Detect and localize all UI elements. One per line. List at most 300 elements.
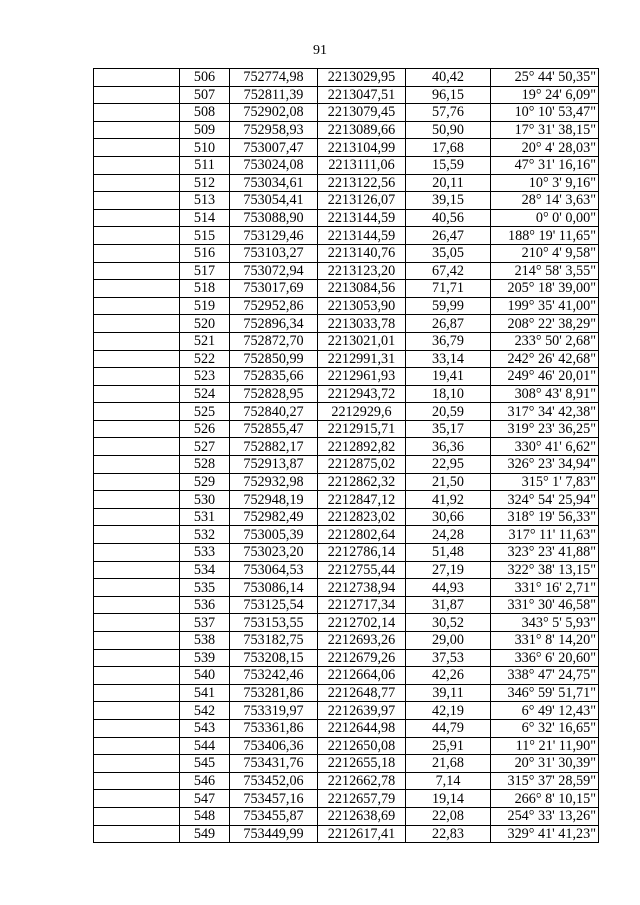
distance-cell: 33,14 <box>406 350 491 368</box>
angle-cell: 346° 59' 51,71" <box>491 684 599 702</box>
point-number-cell: 530 <box>180 491 230 509</box>
empty-cell <box>94 192 180 210</box>
point-number-cell: 534 <box>180 561 230 579</box>
distance-cell: 19,41 <box>406 368 491 386</box>
y-coordinate-cell: 2213126,07 <box>318 192 406 210</box>
table-row <box>94 121 599 139</box>
y-coordinate-cell: 2212664,06 <box>318 667 406 685</box>
y-coordinate-cell: 2212617,41 <box>318 825 406 843</box>
table-row <box>94 825 599 843</box>
x-coordinate-cell: 753431,76 <box>230 755 318 773</box>
x-coordinate-cell: 752932,98 <box>230 473 318 491</box>
y-coordinate-cell: 2213053,90 <box>318 297 406 315</box>
angle-cell: 326° 23' 34,94" <box>491 456 599 474</box>
y-coordinate-cell: 2212648,77 <box>318 684 406 702</box>
point-number-cell: 529 <box>180 473 230 491</box>
angle-cell: 322° 38' 13,15" <box>491 561 599 579</box>
table-row <box>94 438 599 456</box>
y-coordinate-cell: 2213111,06 <box>318 156 406 174</box>
angle-cell: 254° 33' 13,26" <box>491 807 599 825</box>
empty-cell <box>94 227 180 245</box>
table-row <box>94 807 599 825</box>
angle-cell: 317° 34' 42,38" <box>491 403 599 421</box>
distance-cell: 21,50 <box>406 473 491 491</box>
x-coordinate-cell: 752902,08 <box>230 104 318 122</box>
table-row <box>94 332 599 350</box>
point-number-cell: 513 <box>180 192 230 210</box>
y-coordinate-cell: 2212693,26 <box>318 632 406 650</box>
x-coordinate-cell: 753452,06 <box>230 772 318 790</box>
y-coordinate-cell: 2212929,6 <box>318 403 406 421</box>
distance-cell: 18,10 <box>406 385 491 403</box>
empty-cell <box>94 139 180 157</box>
empty-cell <box>94 719 180 737</box>
angle-cell: 233° 50' 2,68" <box>491 332 599 350</box>
angle-cell: 6° 49' 12,43" <box>491 702 599 720</box>
x-coordinate-cell: 753449,99 <box>230 825 318 843</box>
empty-cell <box>94 332 180 350</box>
point-number-cell: 517 <box>180 262 230 280</box>
y-coordinate-cell: 2212991,31 <box>318 350 406 368</box>
point-number-cell: 506 <box>180 69 230 87</box>
angle-cell: 330° 41' 6,62" <box>491 438 599 456</box>
x-coordinate-cell: 752952,86 <box>230 297 318 315</box>
table-body <box>94 69 599 843</box>
empty-cell <box>94 174 180 192</box>
coordinates-table <box>93 68 599 843</box>
x-coordinate-cell: 752948,19 <box>230 491 318 509</box>
x-coordinate-cell: 753129,46 <box>230 227 318 245</box>
x-coordinate-cell: 752850,99 <box>230 350 318 368</box>
table-row <box>94 508 599 526</box>
x-coordinate-cell: 753023,20 <box>230 544 318 562</box>
empty-cell <box>94 104 180 122</box>
x-coordinate-cell: 752855,47 <box>230 420 318 438</box>
y-coordinate-cell: 2212655,18 <box>318 755 406 773</box>
x-coordinate-cell: 753024,08 <box>230 156 318 174</box>
distance-cell: 50,90 <box>406 121 491 139</box>
point-number-cell: 531 <box>180 508 230 526</box>
x-coordinate-cell: 753153,55 <box>230 614 318 632</box>
y-coordinate-cell: 2212717,34 <box>318 596 406 614</box>
angle-cell: 25° 44' 50,35" <box>491 69 599 87</box>
angle-cell: 331° 8' 14,20" <box>491 632 599 650</box>
y-coordinate-cell: 2212644,98 <box>318 719 406 737</box>
angle-cell: 10° 3' 9,16" <box>491 174 599 192</box>
distance-cell: 21,68 <box>406 755 491 773</box>
point-number-cell: 509 <box>180 121 230 139</box>
angle-cell: 336° 6' 20,60" <box>491 649 599 667</box>
x-coordinate-cell: 752774,98 <box>230 69 318 87</box>
x-coordinate-cell: 752872,70 <box>230 332 318 350</box>
empty-cell <box>94 262 180 280</box>
angle-cell: 199° 35' 41,00" <box>491 297 599 315</box>
x-coordinate-cell: 753182,75 <box>230 632 318 650</box>
distance-cell: 44,93 <box>406 579 491 597</box>
y-coordinate-cell: 2212875,02 <box>318 456 406 474</box>
distance-cell: 44,79 <box>406 719 491 737</box>
table-row <box>94 315 599 333</box>
x-coordinate-cell: 753455,87 <box>230 807 318 825</box>
y-coordinate-cell: 2212738,94 <box>318 579 406 597</box>
table-row <box>94 473 599 491</box>
x-coordinate-cell: 753457,16 <box>230 790 318 808</box>
point-number-cell: 514 <box>180 209 230 227</box>
point-number-cell: 541 <box>180 684 230 702</box>
point-number-cell: 543 <box>180 719 230 737</box>
x-coordinate-cell: 753208,15 <box>230 649 318 667</box>
point-number-cell: 519 <box>180 297 230 315</box>
x-coordinate-cell: 753007,47 <box>230 139 318 157</box>
angle-cell: 6° 32' 16,65" <box>491 719 599 737</box>
angle-cell: 329° 41' 41,23" <box>491 825 599 843</box>
x-coordinate-cell: 753034,61 <box>230 174 318 192</box>
distance-cell: 7,14 <box>406 772 491 790</box>
point-number-cell: 535 <box>180 579 230 597</box>
distance-cell: 17,68 <box>406 139 491 157</box>
point-number-cell: 547 <box>180 790 230 808</box>
y-coordinate-cell: 2212679,26 <box>318 649 406 667</box>
y-coordinate-cell: 2212961,93 <box>318 368 406 386</box>
distance-cell: 39,15 <box>406 192 491 210</box>
angle-cell: 20° 4' 28,03" <box>491 139 599 157</box>
point-number-cell: 512 <box>180 174 230 192</box>
point-number-cell: 537 <box>180 614 230 632</box>
y-coordinate-cell: 2213084,56 <box>318 280 406 298</box>
angle-cell: 19° 24' 6,09" <box>491 86 599 104</box>
table-row <box>94 737 599 755</box>
point-number-cell: 518 <box>180 280 230 298</box>
angle-cell: 17° 31' 38,15" <box>491 121 599 139</box>
angle-cell: 318° 19' 56,33" <box>491 508 599 526</box>
distance-cell: 22,83 <box>406 825 491 843</box>
y-coordinate-cell: 2213144,59 <box>318 209 406 227</box>
distance-cell: 26,47 <box>406 227 491 245</box>
empty-cell <box>94 385 180 403</box>
table-row <box>94 104 599 122</box>
distance-cell: 67,42 <box>406 262 491 280</box>
y-coordinate-cell: 2213104,99 <box>318 139 406 157</box>
distance-cell: 57,76 <box>406 104 491 122</box>
point-number-cell: 520 <box>180 315 230 333</box>
angle-cell: 210° 4' 9,58" <box>491 244 599 262</box>
distance-cell: 96,15 <box>406 86 491 104</box>
table-row <box>94 262 599 280</box>
distance-cell: 40,42 <box>406 69 491 87</box>
x-coordinate-cell: 753088,90 <box>230 209 318 227</box>
empty-cell <box>94 684 180 702</box>
angle-cell: 317° 11' 11,63" <box>491 526 599 544</box>
table-row <box>94 350 599 368</box>
point-number-cell: 508 <box>180 104 230 122</box>
y-coordinate-cell: 2212892,82 <box>318 438 406 456</box>
table-row <box>94 86 599 104</box>
point-number-cell: 546 <box>180 772 230 790</box>
y-coordinate-cell: 2213079,45 <box>318 104 406 122</box>
x-coordinate-cell: 753005,39 <box>230 526 318 544</box>
distance-cell: 51,48 <box>406 544 491 562</box>
distance-cell: 31,87 <box>406 596 491 614</box>
x-coordinate-cell: 753406,36 <box>230 737 318 755</box>
x-coordinate-cell: 752811,39 <box>230 86 318 104</box>
table-row <box>94 632 599 650</box>
table-row <box>94 649 599 667</box>
y-coordinate-cell: 2212639,97 <box>318 702 406 720</box>
table-row <box>94 280 599 298</box>
y-coordinate-cell: 2213029,95 <box>318 69 406 87</box>
distance-cell: 42,19 <box>406 702 491 720</box>
table-row <box>94 579 599 597</box>
point-number-cell: 536 <box>180 596 230 614</box>
empty-cell <box>94 614 180 632</box>
point-number-cell: 526 <box>180 420 230 438</box>
angle-cell: 205° 18' 39,00" <box>491 280 599 298</box>
y-coordinate-cell: 2212662,78 <box>318 772 406 790</box>
y-coordinate-cell: 2212638,69 <box>318 807 406 825</box>
empty-cell <box>94 544 180 562</box>
point-number-cell: 516 <box>180 244 230 262</box>
point-number-cell: 510 <box>180 139 230 157</box>
x-coordinate-cell: 752982,49 <box>230 508 318 526</box>
table-row <box>94 227 599 245</box>
y-coordinate-cell: 2212802,64 <box>318 526 406 544</box>
y-coordinate-cell: 2213144,59 <box>318 227 406 245</box>
angle-cell: 323° 23' 41,88" <box>491 544 599 562</box>
distance-cell: 59,99 <box>406 297 491 315</box>
y-coordinate-cell: 2213123,20 <box>318 262 406 280</box>
table-row <box>94 684 599 702</box>
distance-cell: 30,52 <box>406 614 491 632</box>
x-coordinate-cell: 753017,69 <box>230 280 318 298</box>
point-number-cell: 542 <box>180 702 230 720</box>
table-row <box>94 667 599 685</box>
distance-cell: 20,11 <box>406 174 491 192</box>
y-coordinate-cell: 2212702,14 <box>318 614 406 632</box>
distance-cell: 25,91 <box>406 737 491 755</box>
empty-cell <box>94 315 180 333</box>
distance-cell: 71,71 <box>406 280 491 298</box>
x-coordinate-cell: 752913,87 <box>230 456 318 474</box>
distance-cell: 40,56 <box>406 209 491 227</box>
distance-cell: 15,59 <box>406 156 491 174</box>
y-coordinate-cell: 2212755,44 <box>318 561 406 579</box>
y-coordinate-cell: 2212823,02 <box>318 508 406 526</box>
empty-cell <box>94 526 180 544</box>
empty-cell <box>94 807 180 825</box>
empty-cell <box>94 86 180 104</box>
x-coordinate-cell: 752896,34 <box>230 315 318 333</box>
y-coordinate-cell: 2212943,72 <box>318 385 406 403</box>
table-row <box>94 192 599 210</box>
table-row <box>94 702 599 720</box>
x-coordinate-cell: 752835,66 <box>230 368 318 386</box>
table-row <box>94 526 599 544</box>
empty-cell <box>94 649 180 667</box>
empty-cell <box>94 368 180 386</box>
distance-cell: 20,59 <box>406 403 491 421</box>
point-number-cell: 540 <box>180 667 230 685</box>
angle-cell: 338° 47' 24,75" <box>491 667 599 685</box>
empty-cell <box>94 667 180 685</box>
point-number-cell: 528 <box>180 456 230 474</box>
angle-cell: 308° 43' 8,91" <box>491 385 599 403</box>
empty-cell <box>94 737 180 755</box>
table-row <box>94 491 599 509</box>
distance-cell: 29,00 <box>406 632 491 650</box>
empty-cell <box>94 209 180 227</box>
table-row <box>94 174 599 192</box>
angle-cell: 266° 8' 10,15" <box>491 790 599 808</box>
empty-cell <box>94 456 180 474</box>
point-number-cell: 539 <box>180 649 230 667</box>
point-number-cell: 533 <box>180 544 230 562</box>
distance-cell: 26,87 <box>406 315 491 333</box>
y-coordinate-cell: 2212650,08 <box>318 737 406 755</box>
angle-cell: 249° 46' 20,01" <box>491 368 599 386</box>
empty-cell <box>94 561 180 579</box>
distance-cell: 36,36 <box>406 438 491 456</box>
table-row <box>94 385 599 403</box>
point-number-cell: 511 <box>180 156 230 174</box>
x-coordinate-cell: 753086,14 <box>230 579 318 597</box>
distance-cell: 35,05 <box>406 244 491 262</box>
point-number-cell: 525 <box>180 403 230 421</box>
point-number-cell: 521 <box>180 332 230 350</box>
angle-cell: 28° 14' 3,63" <box>491 192 599 210</box>
angle-cell: 319° 23' 36,25" <box>491 420 599 438</box>
y-coordinate-cell: 2213021,01 <box>318 332 406 350</box>
x-coordinate-cell: 753319,97 <box>230 702 318 720</box>
table-row <box>94 772 599 790</box>
y-coordinate-cell: 2212915,71 <box>318 420 406 438</box>
x-coordinate-cell: 753103,27 <box>230 244 318 262</box>
empty-cell <box>94 491 180 509</box>
empty-cell <box>94 280 180 298</box>
distance-cell: 39,11 <box>406 684 491 702</box>
table-row <box>94 297 599 315</box>
table-row <box>94 156 599 174</box>
x-coordinate-cell: 752882,17 <box>230 438 318 456</box>
empty-cell <box>94 473 180 491</box>
angle-cell: 10° 10' 53,47" <box>491 104 599 122</box>
x-coordinate-cell: 753281,86 <box>230 684 318 702</box>
empty-cell <box>94 702 180 720</box>
point-number-cell: 524 <box>180 385 230 403</box>
distance-cell: 24,28 <box>406 526 491 544</box>
page-number: 91 <box>313 43 327 58</box>
empty-cell <box>94 579 180 597</box>
point-number-cell: 538 <box>180 632 230 650</box>
empty-cell <box>94 772 180 790</box>
angle-cell: 242° 26' 42,68" <box>491 350 599 368</box>
empty-cell <box>94 438 180 456</box>
x-coordinate-cell: 753064,53 <box>230 561 318 579</box>
distance-cell: 22,95 <box>406 456 491 474</box>
angle-cell: 214° 58' 3,55" <box>491 262 599 280</box>
table-row <box>94 69 599 87</box>
angle-cell: 0° 0' 0,00" <box>491 209 599 227</box>
table-row <box>94 420 599 438</box>
y-coordinate-cell: 2213122,56 <box>318 174 406 192</box>
y-coordinate-cell: 2212657,79 <box>318 790 406 808</box>
table-row <box>94 614 599 632</box>
distance-cell: 35,17 <box>406 420 491 438</box>
angle-cell: 11° 21' 11,90" <box>491 737 599 755</box>
distance-cell: 37,53 <box>406 649 491 667</box>
empty-cell <box>94 350 180 368</box>
x-coordinate-cell: 752828,95 <box>230 385 318 403</box>
empty-cell <box>94 790 180 808</box>
empty-cell <box>94 156 180 174</box>
point-number-cell: 507 <box>180 86 230 104</box>
table-row <box>94 561 599 579</box>
empty-cell <box>94 297 180 315</box>
point-number-cell: 548 <box>180 807 230 825</box>
y-coordinate-cell: 2212786,14 <box>318 544 406 562</box>
table-row <box>94 209 599 227</box>
table-row <box>94 368 599 386</box>
empty-cell <box>94 420 180 438</box>
point-number-cell: 523 <box>180 368 230 386</box>
angle-cell: 331° 16' 2,71" <box>491 579 599 597</box>
y-coordinate-cell: 2213047,51 <box>318 86 406 104</box>
point-number-cell: 522 <box>180 350 230 368</box>
angle-cell: 20° 31' 30,39" <box>491 755 599 773</box>
table-row <box>94 755 599 773</box>
distance-cell: 42,26 <box>406 667 491 685</box>
angle-cell: 331° 30' 46,58" <box>491 596 599 614</box>
angle-cell: 47° 31' 16,16" <box>491 156 599 174</box>
y-coordinate-cell: 2213140,76 <box>318 244 406 262</box>
point-number-cell: 549 <box>180 825 230 843</box>
point-number-cell: 527 <box>180 438 230 456</box>
point-number-cell: 545 <box>180 755 230 773</box>
distance-cell: 41,92 <box>406 491 491 509</box>
x-coordinate-cell: 753054,41 <box>230 192 318 210</box>
empty-cell <box>94 508 180 526</box>
point-number-cell: 544 <box>180 737 230 755</box>
angle-cell: 208° 22' 38,29" <box>491 315 599 333</box>
y-coordinate-cell: 2213033,78 <box>318 315 406 333</box>
table-row <box>94 596 599 614</box>
angle-cell: 188° 19' 11,65" <box>491 227 599 245</box>
table-row <box>94 544 599 562</box>
y-coordinate-cell: 2212847,12 <box>318 491 406 509</box>
x-coordinate-cell: 753072,94 <box>230 262 318 280</box>
empty-cell <box>94 825 180 843</box>
table-row <box>94 244 599 262</box>
x-coordinate-cell: 753125,54 <box>230 596 318 614</box>
table-row <box>94 719 599 737</box>
distance-cell: 27,19 <box>406 561 491 579</box>
angle-cell: 324° 54' 25,94" <box>491 491 599 509</box>
angle-cell: 315° 1' 7,83" <box>491 473 599 491</box>
angle-cell: 315° 37' 28,59" <box>491 772 599 790</box>
empty-cell <box>94 755 180 773</box>
empty-cell <box>94 69 180 87</box>
empty-cell <box>94 632 180 650</box>
y-coordinate-cell: 2212862,32 <box>318 473 406 491</box>
x-coordinate-cell: 753242,46 <box>230 667 318 685</box>
x-coordinate-cell: 753361,86 <box>230 719 318 737</box>
empty-cell <box>94 121 180 139</box>
x-coordinate-cell: 752840,27 <box>230 403 318 421</box>
empty-cell <box>94 244 180 262</box>
point-number-cell: 515 <box>180 227 230 245</box>
empty-cell <box>94 403 180 421</box>
point-number-cell: 532 <box>180 526 230 544</box>
table-row <box>94 456 599 474</box>
